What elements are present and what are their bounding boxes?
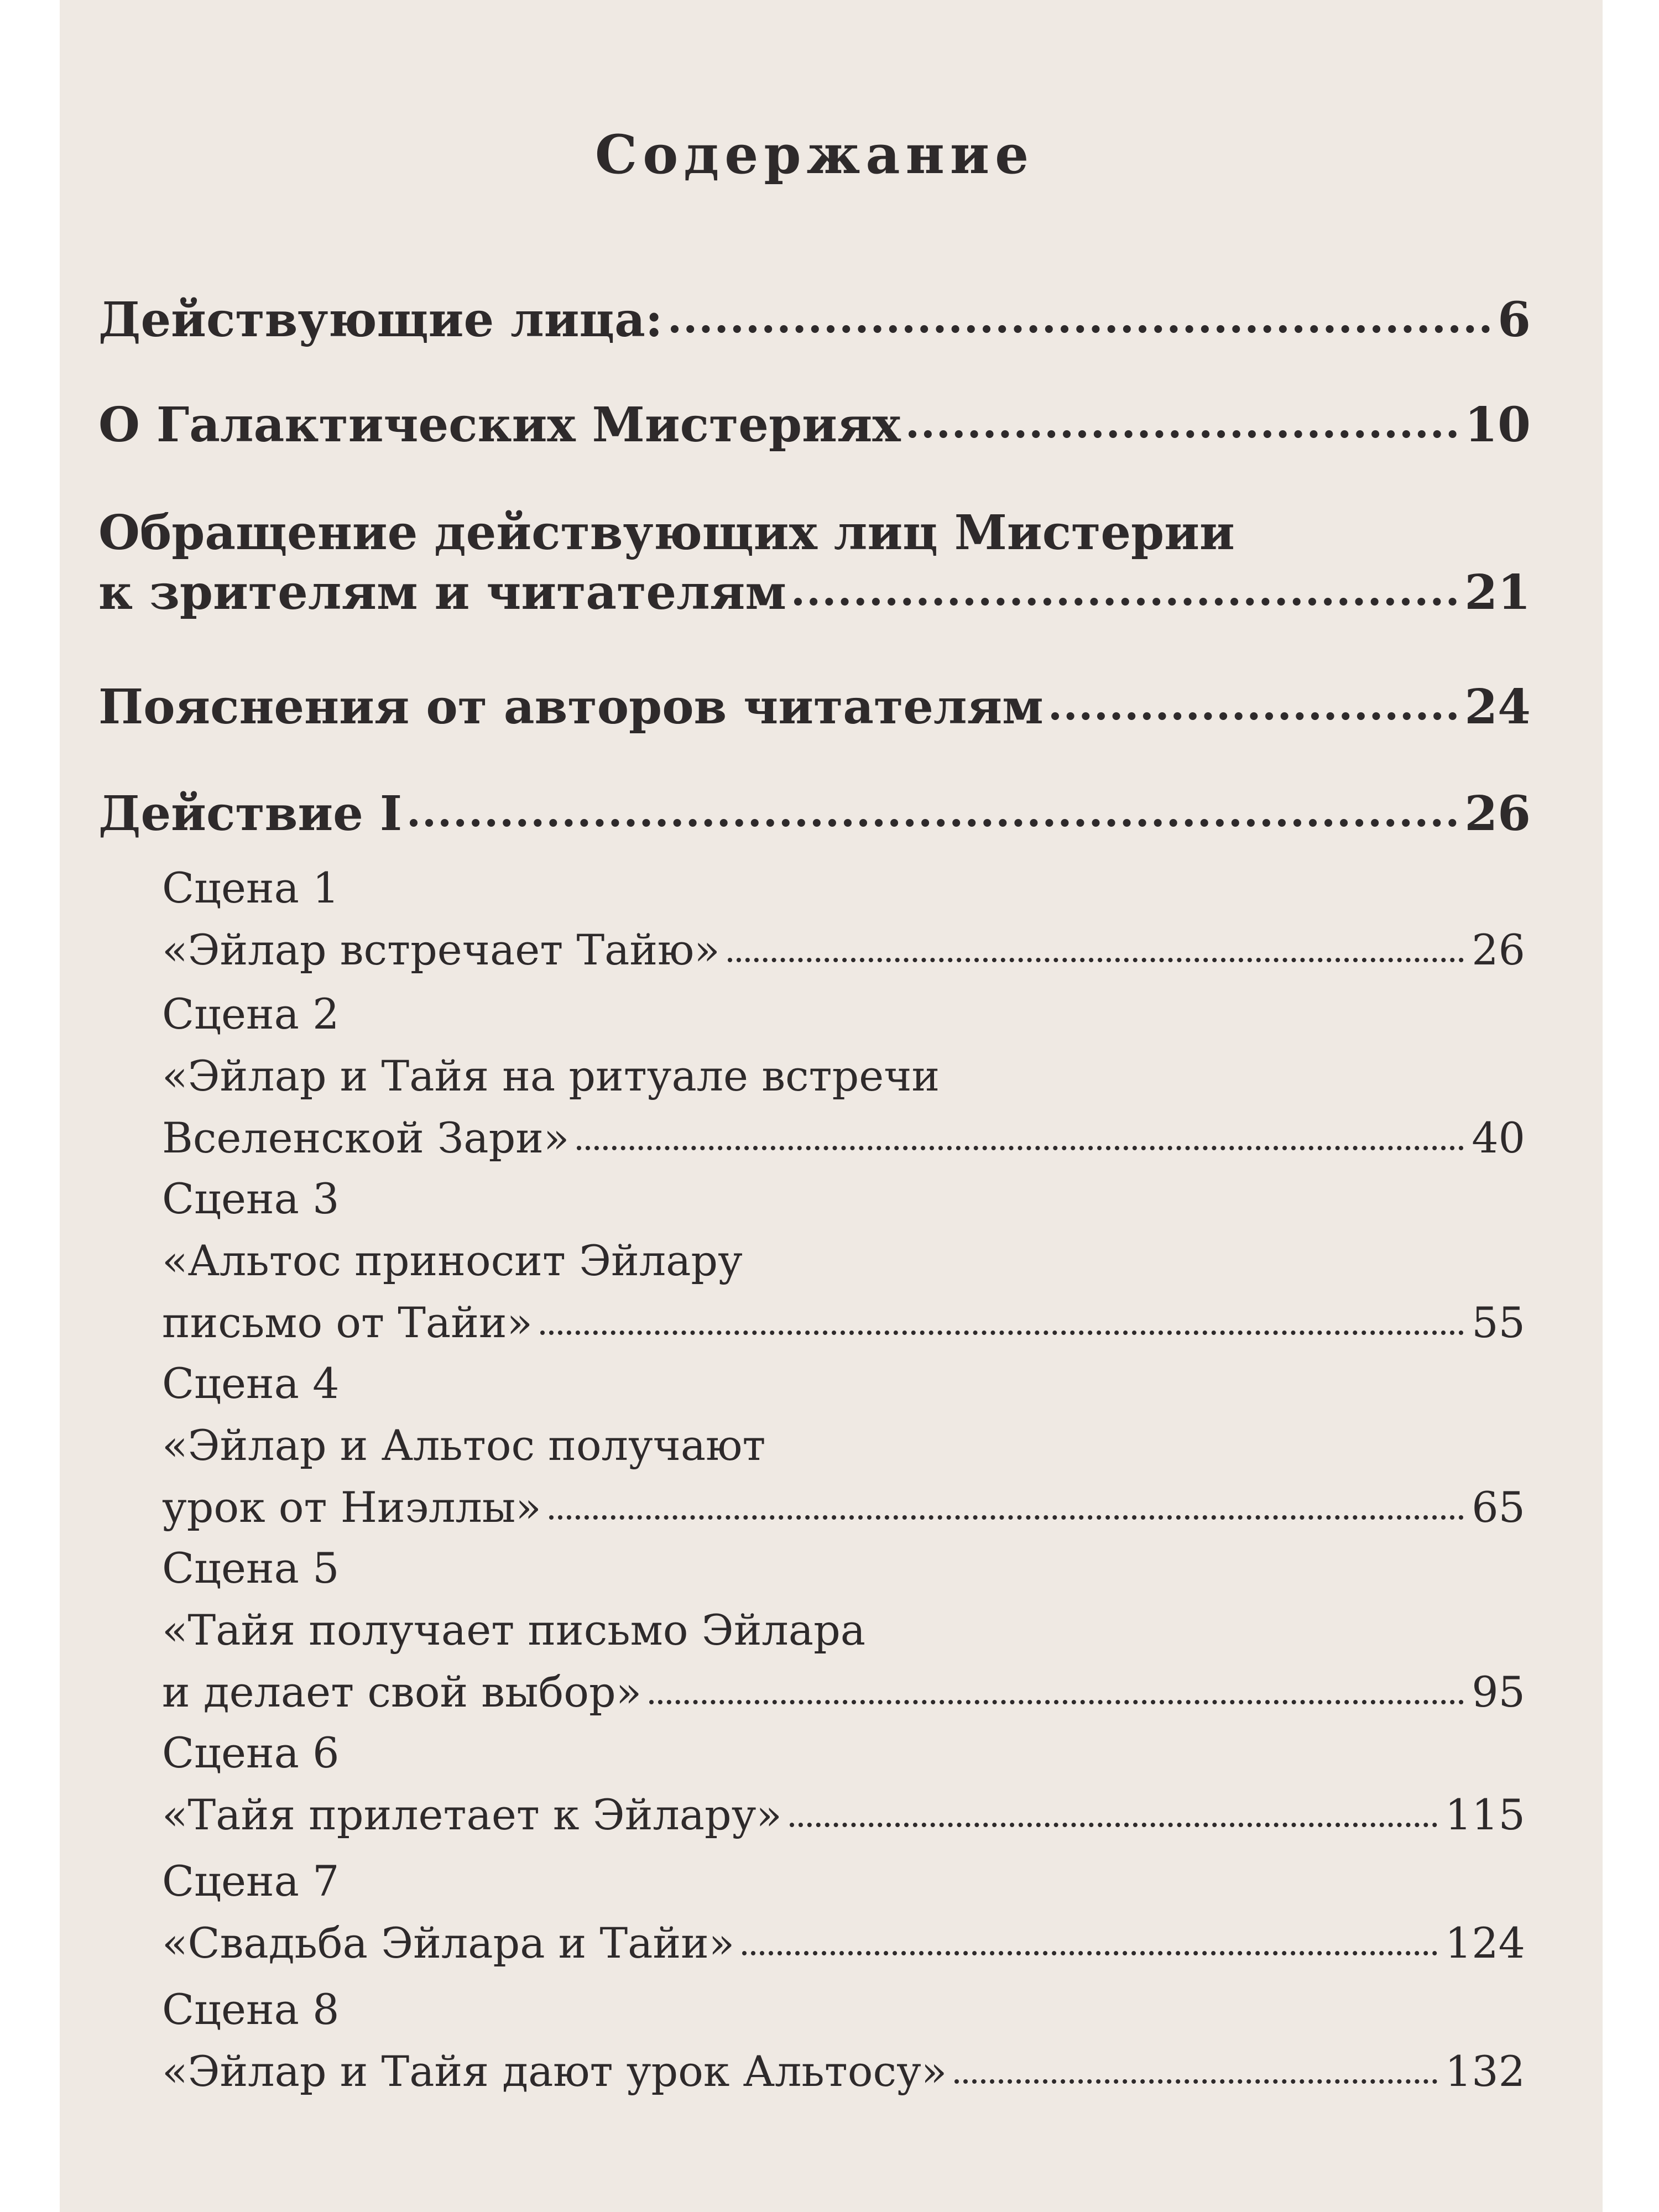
scene-title: «Эйлар и Альтос получают [162, 1421, 766, 1470]
scene-title-continued: и делает свой выбор» [162, 1667, 642, 1717]
dot-leader [540, 1331, 1464, 1335]
scene-page: 40 [1472, 1113, 1525, 1162]
toc-entry [98, 503, 1531, 623]
scene-entry [162, 857, 1525, 981]
toc-entry-title: Обращение действующих лиц Мистерии [98, 505, 1235, 561]
scene-label: Сцена 1 [162, 863, 340, 912]
scene-entry [162, 1979, 1525, 2103]
toc-entry-page: 21 [1464, 565, 1531, 620]
scene-title: «Тайя прилетает к Эйлару» [162, 1790, 782, 1839]
dot-leader [790, 1823, 1437, 1827]
toc-entry-title: О Галактических Мистериях [98, 397, 901, 453]
scene-page: 115 [1444, 1790, 1525, 1839]
scene-page: 55 [1472, 1298, 1525, 1347]
toc-entry-page: 10 [1464, 397, 1531, 453]
dot-leader [728, 958, 1464, 962]
scene-label: Сцена 3 [162, 1174, 340, 1223]
toc-entry-page: 6 [1498, 292, 1531, 348]
scene-title: «Эйлар и Тайя дают урок Альтосу» [162, 2047, 947, 2096]
scene-title-continued: письмо от Тайи» [162, 1298, 533, 1347]
scene-title: «Альтос приносит Эйлару [162, 1236, 743, 1285]
scene-page: 132 [1444, 2047, 1525, 2096]
dot-leader [577, 1146, 1464, 1150]
table-of-contents [98, 0, 1531, 2212]
dot-leader [649, 1700, 1464, 1704]
scene-title-continued: Вселенской Зари» [162, 1113, 570, 1162]
scene-title-continued: урок от Ниэллы» [162, 1483, 541, 1532]
scene-label: Сцена 4 [162, 1359, 340, 1408]
scene-title: «Свадьба Эйлара и Тайи» [162, 1918, 735, 1968]
toc-entry-title: Пояснения от авторов читателям [98, 679, 1044, 735]
toc-entry [98, 677, 1531, 737]
toc-entry-page: 26 [1464, 786, 1531, 842]
dot-leader [549, 1515, 1464, 1520]
dot-leader [954, 2079, 1437, 2084]
dot-leader [671, 325, 1490, 333]
dot-leader [794, 598, 1457, 606]
scene-page: 65 [1472, 1483, 1525, 1532]
scene-entry [162, 1353, 1525, 1538]
dot-leader [742, 1951, 1437, 1955]
scene-page: 95 [1472, 1667, 1525, 1717]
dot-leader [909, 430, 1457, 438]
scene-title: «Эйлар и Тайя на ритуале встречи [162, 1051, 940, 1100]
scene-label: Сцена 8 [162, 1985, 340, 2034]
scene-entry [162, 1850, 1525, 1974]
toc-entry [98, 395, 1531, 455]
scene-label: Сцена 7 [162, 1856, 340, 1906]
page-title: Содержание [594, 123, 1035, 186]
toc-entry-title: Действие I [98, 786, 403, 842]
scene-page: 26 [1472, 925, 1525, 974]
scene-entry [162, 1722, 1525, 1846]
scene-entry [162, 1537, 1525, 1723]
scene-page: 124 [1444, 1918, 1525, 1968]
scene-entry [162, 983, 1525, 1169]
toc-entry-title: Действующие лица: [98, 292, 663, 348]
scene-entry [162, 1168, 1525, 1354]
book-page [60, 0, 1603, 2212]
scene-label: Сцена 5 [162, 1543, 340, 1593]
dot-leader [410, 819, 1457, 827]
toc-entry [98, 784, 1531, 844]
scene-label: Сцена 2 [162, 989, 340, 1039]
toc-entry-page: 24 [1464, 679, 1531, 735]
scene-title: «Тайя получает письмо Эйлара [162, 1605, 866, 1655]
scene-title: «Эйлар встречает Тайю» [162, 925, 720, 974]
scene-label: Сцена 6 [162, 1728, 340, 1777]
dot-leader [1051, 712, 1457, 720]
toc-entry-title-continued: к зрителям и читателям [98, 565, 787, 620]
toc-entry [98, 290, 1531, 350]
